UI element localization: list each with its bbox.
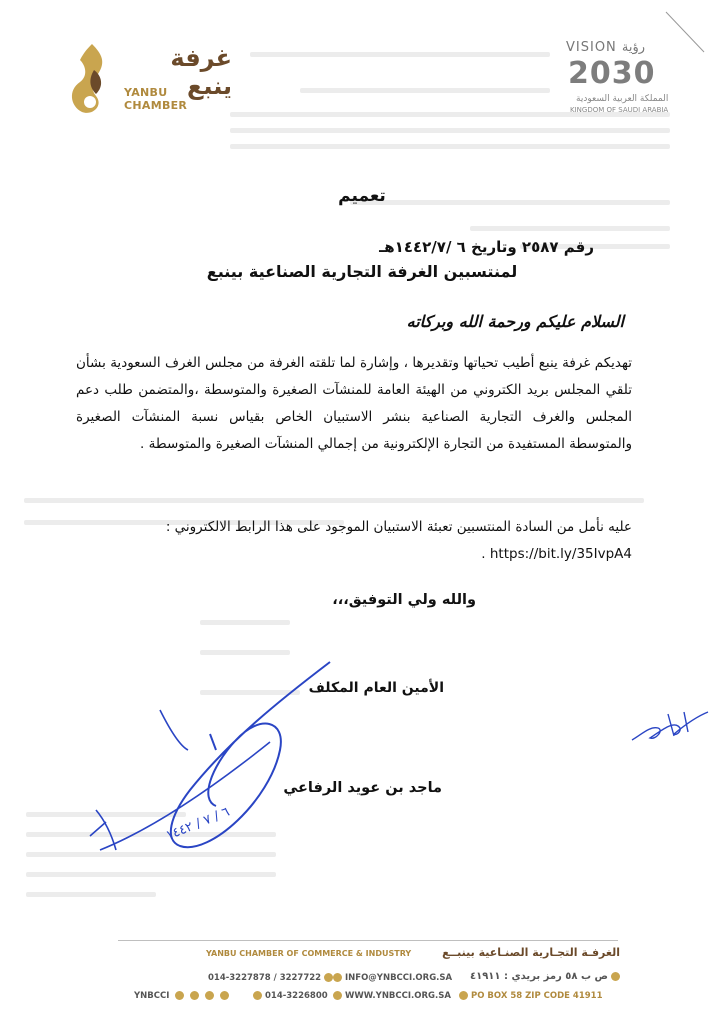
footer-phones-text: 014-3227878 / 3227722 — [208, 973, 322, 983]
initials-scribble — [628, 706, 712, 746]
vision-label: VISION رؤية — [566, 40, 646, 55]
facebook-icon[interactable] — [175, 991, 184, 1000]
signer-title: الأمين العام المكلف — [308, 680, 444, 696]
footer-email[interactable] — [330, 973, 452, 983]
letter-title: تعميم — [338, 186, 386, 206]
chamber-logo — [62, 40, 232, 120]
footer-name-arabic: الغرفـة التجـارية الصنـاعية بينبــع — [442, 946, 620, 959]
vision-year: 2030 — [568, 56, 656, 91]
footer-social-handle: YNBCCI — [134, 991, 170, 1001]
footer-divider — [118, 940, 618, 941]
signature-scribble — [60, 650, 360, 870]
recipient-line: لمنتسبين الغرفة التجارية الصناعية بينبع — [206, 262, 518, 281]
handwritten-date: ٦ / ٧ / ١٤٤٢ — [163, 804, 232, 844]
greeting: السلام عليكم ورحمة الله وبركاته — [406, 312, 624, 331]
footer-fax-text: 014-3226800 — [265, 991, 328, 1001]
fax-icon — [253, 991, 262, 1000]
footer-pobox-arabic-text: ص ب ٥٨ رمز بريدي : ٤١٩١١ — [470, 971, 608, 982]
footer-name — [200, 946, 620, 964]
footer-email-text[interactable]: INFO@YNBCCI.ORG.SA — [345, 973, 453, 983]
globe-icon — [333, 991, 342, 1000]
instagram-icon[interactable] — [205, 991, 214, 1000]
footer-fax — [250, 991, 328, 1001]
footer-social — [134, 991, 232, 1001]
mailbox-icon — [611, 972, 620, 981]
chamber-logo-english: YANBU CHAMBER — [124, 86, 188, 112]
mailbox-icon — [459, 991, 468, 1000]
email-icon — [333, 973, 342, 982]
chamber-emblem-icon — [62, 40, 120, 118]
signer-name: ماجد بن عويد الرفاعي — [283, 780, 442, 796]
body-paragraph-1: تهديكم غرفة ينبع أطيب تحياتها وتقديرها ، وإشارة لما تلقته الغرفة من مجلس الغرف السعودية بشأن تلقي المجلس بريد الكتروني من الهيئة العامة للمنشآت الصغيرة والمتوسطة ،والمتضمن طلب دعم المجلس والغرف التجارية الصناعية بنشر الاستبيان الخاص بقياس نسبة المنشآت الصغيرة والمتوسطة المستفيدة من التجارة الإلكترونية من إجمالي المنشآت الصغيرة والمتوسطة . — [76, 355, 632, 452]
footer-website[interactable] — [330, 991, 451, 1001]
footer-pobox-english-text: PO BOX 58 ZIP CODE 41911 — [471, 991, 603, 1001]
twitter-icon[interactable] — [190, 991, 199, 1000]
footer-phones — [208, 973, 336, 983]
closing-line: والله ولي التوفيق،،، — [332, 592, 476, 608]
vision-subtitle-arabic: المملكة العربية السعودية — [576, 94, 669, 104]
footer-website-text[interactable]: WWW.YNBCCI.ORG.SA — [345, 991, 451, 1001]
footer-pobox-english — [456, 991, 603, 1001]
footer-pobox-arabic — [470, 971, 623, 982]
footer-name-english: YANBU CHAMBER OF COMMERCE & INDUSTRY — [206, 949, 412, 958]
chamber-logo-arabic: غرفة ينبع — [170, 44, 232, 100]
corner-mark-icon — [660, 10, 710, 60]
vision-subtitle-english: KINGDOM OF SAUDI ARABIA — [570, 106, 669, 114]
youtube-icon[interactable] — [220, 991, 229, 1000]
vision-2030-logo — [562, 38, 672, 118]
reference-line: رقم ٢٥٨٧ وتاريخ ٦ /١٤٤٢/٧هـ — [379, 238, 594, 256]
body-paragraph-2: عليه نأمل من السادة المنتسبين تعبئة الاستبيان الموجود على هذا الرابط الالكتروني : https://bit.ly/35IvpA4 . — [165, 519, 632, 562]
